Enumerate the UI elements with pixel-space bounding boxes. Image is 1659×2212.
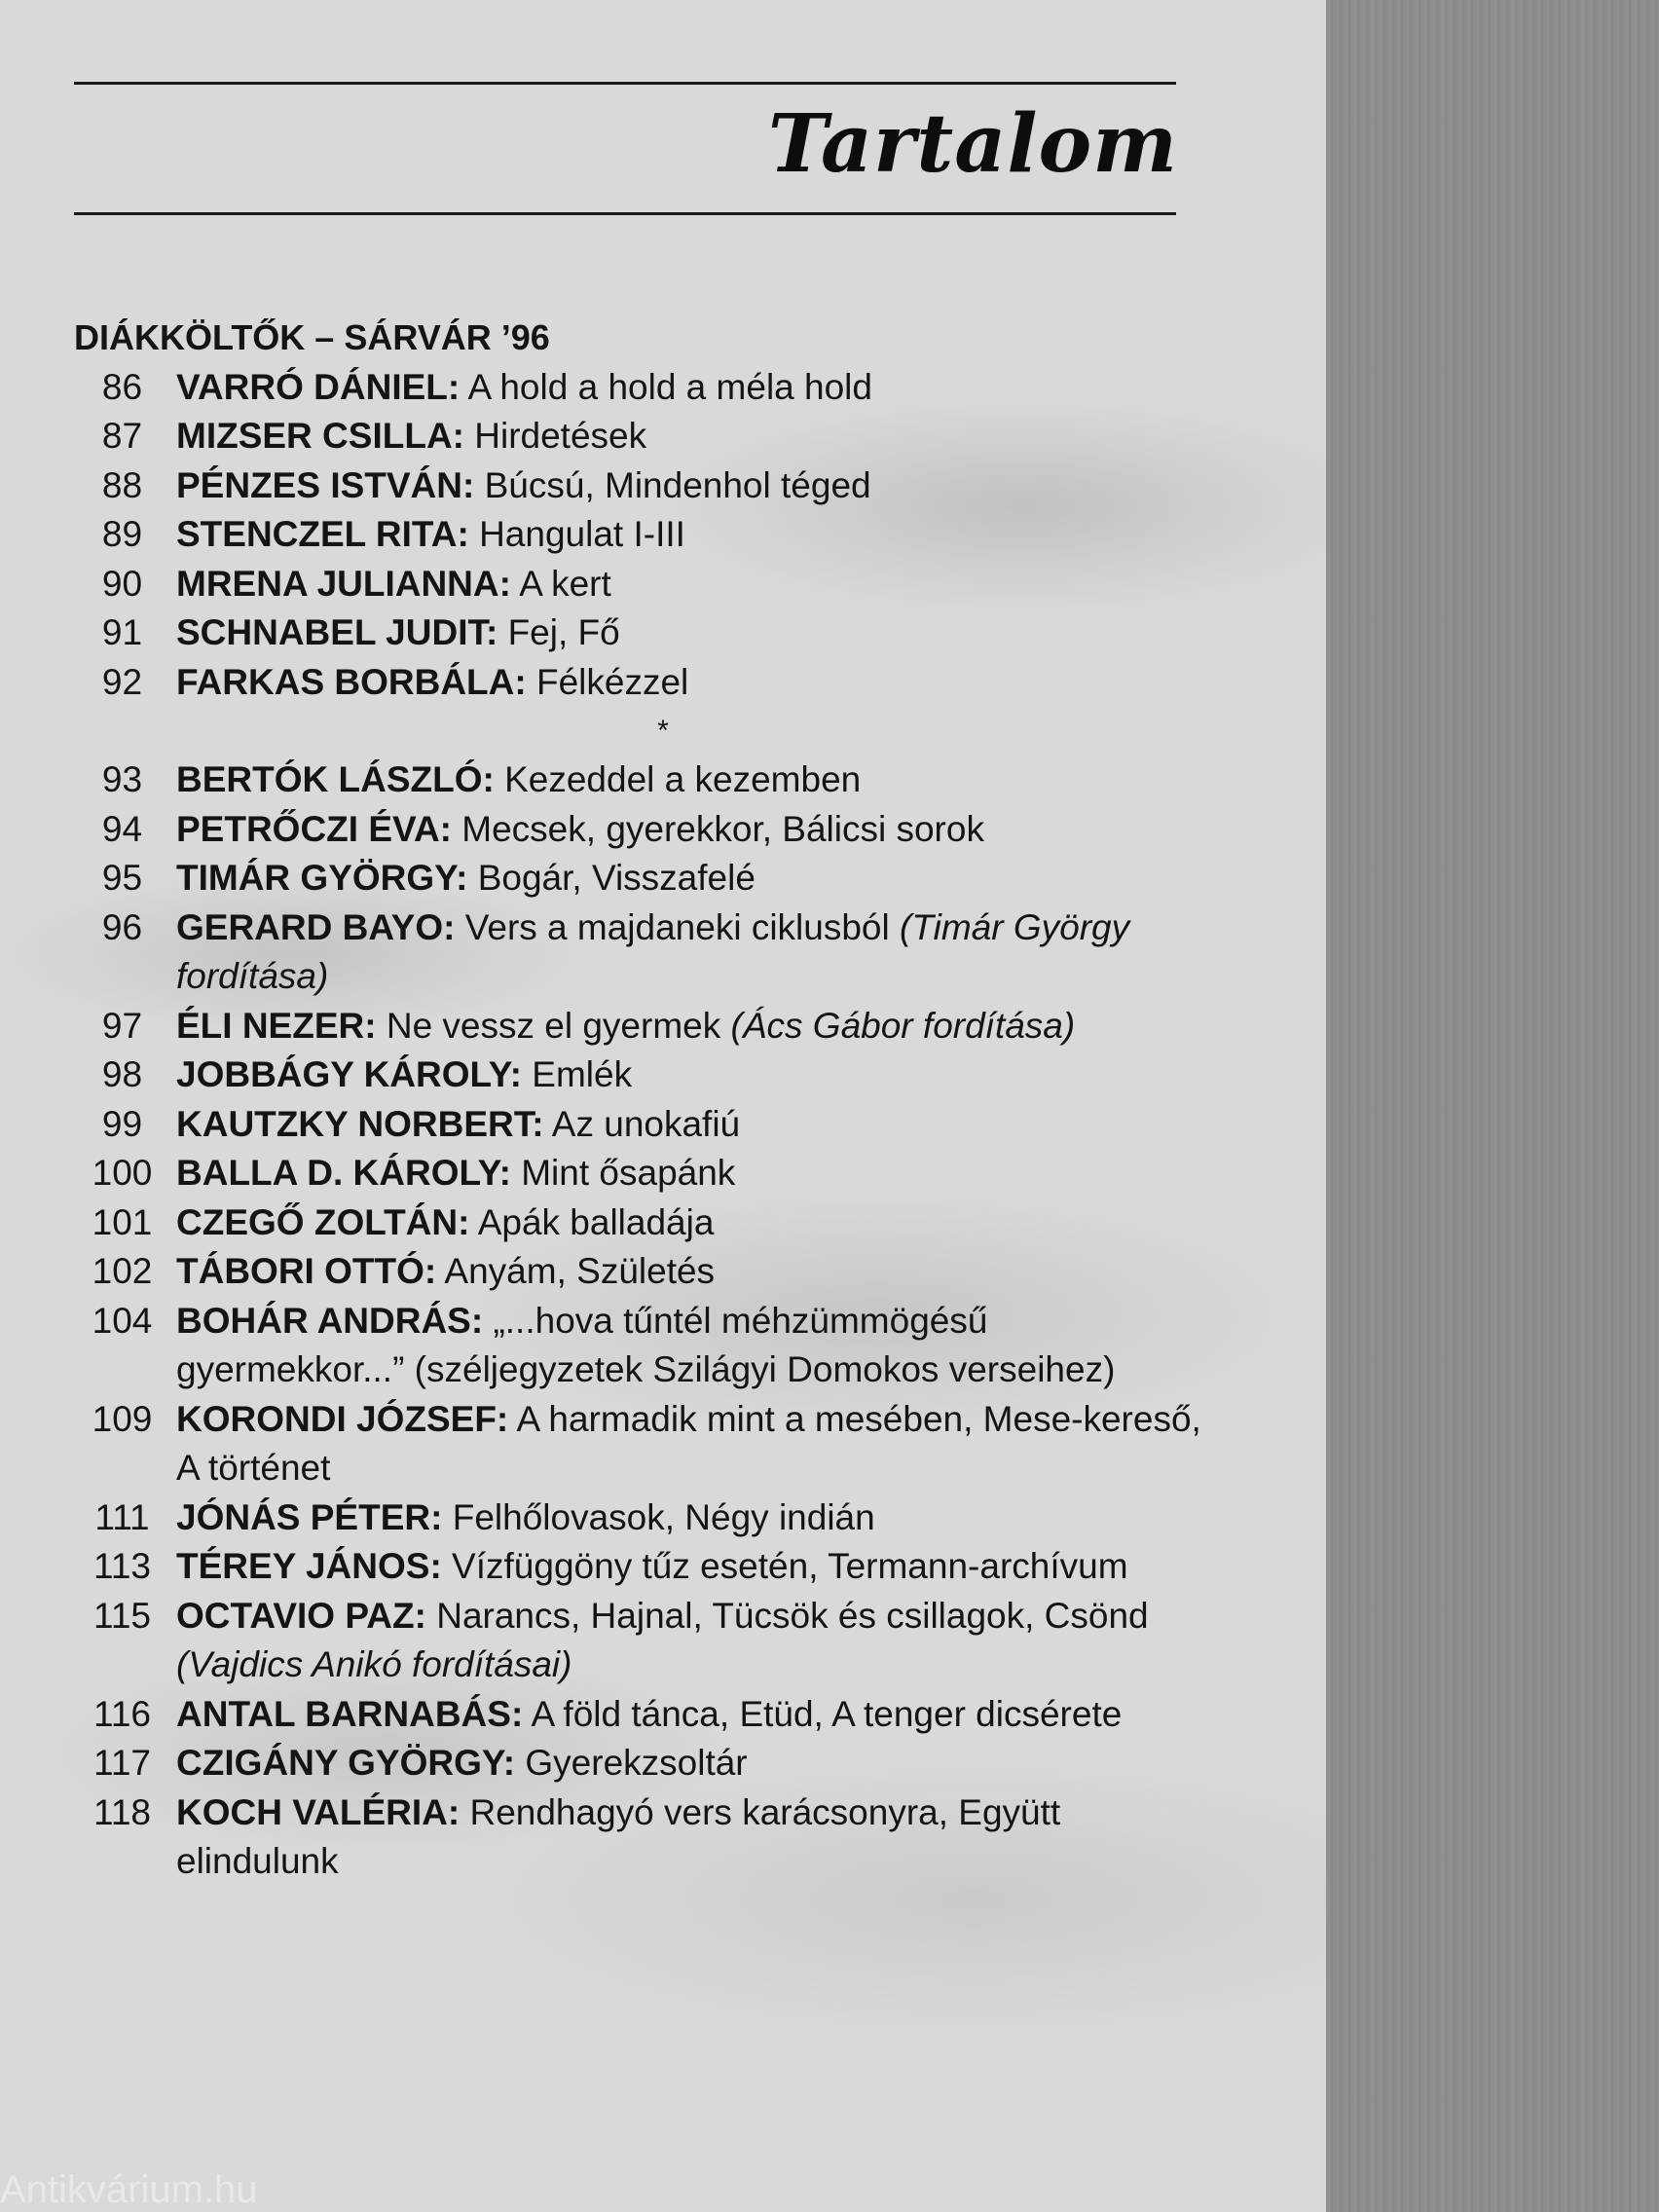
entry-title: Mecsek, gyerekkor, Bálicsi sorok xyxy=(452,808,984,849)
toc-entry xyxy=(74,1051,1223,1100)
toc-entry xyxy=(74,1788,1223,1887)
toc-entry xyxy=(74,854,1223,903)
separator-asterisk: * xyxy=(657,715,669,747)
entry-title: Fej, Fő xyxy=(498,612,620,652)
entry-author: GERARD BAYO: xyxy=(176,906,456,947)
page-title: Tartalom xyxy=(767,97,1178,191)
toc-entry xyxy=(74,1739,1223,1788)
entry-list-a xyxy=(74,363,1223,708)
entry-title: Anyám, Születés xyxy=(436,1251,716,1291)
toc-entry xyxy=(74,412,1223,461)
entry-text xyxy=(176,461,1223,511)
toc-entry xyxy=(74,1592,1223,1690)
entry-page-number: 101 xyxy=(92,1201,153,1242)
entry-text xyxy=(176,1002,1223,1051)
entry-title: A harmadik mint a mesében, Mese-kereső, A történet xyxy=(176,1398,1201,1488)
entry-text xyxy=(176,1297,1223,1395)
entry-page-number: 95 xyxy=(101,858,143,898)
entry-text xyxy=(176,1247,1223,1297)
entry-page-number: 97 xyxy=(101,1005,143,1046)
entry-text xyxy=(176,1592,1223,1690)
entry-author: JÓNÁS PÉTER: xyxy=(176,1496,443,1537)
toc-entry xyxy=(74,658,1223,708)
entry-author: PETRŐCZI ÉVA: xyxy=(176,808,452,849)
entry-title: Hirdetések xyxy=(463,416,647,456)
toc-entry xyxy=(74,1198,1223,1248)
entry-text xyxy=(176,756,1223,805)
entry-author: STENCZEL RITA: xyxy=(176,514,469,554)
entry-title: Narancs, Hajnal, Tücsök és csillagok, Csönd xyxy=(425,1595,1149,1636)
toc-entry xyxy=(74,510,1223,560)
entry-text xyxy=(176,903,1223,1002)
table-of-contents xyxy=(74,313,1223,1887)
watermark: Antikvárium.hu xyxy=(0,2168,258,2211)
entry-page-number: 102 xyxy=(92,1251,153,1291)
entry-author: MIZSER CSILLA: xyxy=(176,416,464,456)
entry-translator: (Timár György fordítása) xyxy=(176,906,1130,996)
toc-entry xyxy=(74,608,1223,658)
entry-page-number: 87 xyxy=(101,416,143,456)
entry-title: Emlék xyxy=(522,1054,633,1094)
entry-page-number: 113 xyxy=(93,1546,151,1586)
entry-author: BALLA D. KÁROLY: xyxy=(176,1153,511,1193)
toc-entry xyxy=(74,1100,1223,1150)
entry-author: FARKAS BORBÁLA: xyxy=(176,661,527,702)
entry-page-number: 115 xyxy=(93,1595,151,1636)
entry-author: VARRÓ DÁNIEL: xyxy=(176,366,461,407)
entry-text xyxy=(176,1788,1223,1887)
entry-page-number: 109 xyxy=(92,1398,153,1439)
entry-text xyxy=(176,1198,1223,1248)
bottom-rule xyxy=(74,212,1176,215)
entry-text xyxy=(176,1051,1223,1100)
entry-title: Vízfüggöny tűz esetén, Termann-archívum xyxy=(441,1546,1128,1586)
entry-page-number: 94 xyxy=(101,808,143,849)
entry-title: Ne vessz el gyermek xyxy=(376,1005,731,1046)
entry-author: KOCH VALÉRIA: xyxy=(176,1791,461,1832)
entry-text xyxy=(176,658,1223,708)
entry-text xyxy=(176,1149,1223,1198)
toc-entry xyxy=(74,756,1223,805)
entry-page-number: 117 xyxy=(93,1743,151,1783)
entry-text xyxy=(176,412,1223,461)
entry-page-number: 91 xyxy=(101,612,143,652)
toc-entry xyxy=(74,1690,1223,1740)
entry-title: Az unokafiú xyxy=(543,1103,741,1144)
background-panel xyxy=(1326,0,1659,2212)
entry-text xyxy=(176,608,1223,658)
entry-page-number: 100 xyxy=(92,1153,153,1193)
toc-entry xyxy=(74,1149,1223,1198)
entry-author: TÁBORI OTTÓ: xyxy=(176,1251,437,1291)
entry-title: Bogár, Visszafelé xyxy=(467,858,756,898)
toc-entry xyxy=(74,560,1223,609)
entry-text xyxy=(176,560,1223,609)
entry-page-number: 96 xyxy=(101,906,143,947)
entry-page-number: 88 xyxy=(101,464,143,505)
toc-entry xyxy=(74,805,1223,855)
entry-author: CZEGŐ ZOLTÁN: xyxy=(176,1201,470,1242)
entry-author: MRENA JULIANNA: xyxy=(176,563,511,604)
entry-title: Búcsú, Mindenhol téged xyxy=(474,464,871,505)
entry-translator: (Vajdics Anikó fordításai) xyxy=(176,1644,572,1684)
entry-text xyxy=(176,1493,1223,1543)
toc-entry xyxy=(74,1247,1223,1297)
entry-author: BERTÓK LÁSZLÓ: xyxy=(176,759,495,799)
entry-page-number: 111 xyxy=(94,1496,150,1537)
entry-author: OCTAVIO PAZ: xyxy=(176,1595,426,1636)
entry-title: A föld tánca, Etüd, A tenger dicsérete xyxy=(523,1693,1123,1734)
toc-entry xyxy=(74,461,1223,511)
entry-title: „...hova tűntél méhzümmögésű gyermekkor...” (széljegyzetek Szilágyi Domokos verseihez) xyxy=(176,1300,1116,1389)
entry-page-number: 99 xyxy=(101,1103,143,1144)
entry-page-number: 92 xyxy=(101,661,143,702)
entry-page-number: 86 xyxy=(101,366,143,407)
entry-title: Felhőlovasok, Négy indián xyxy=(442,1496,875,1537)
entry-title: Félkézzel xyxy=(526,661,689,702)
entry-title: Gyerekzsoltár xyxy=(515,1743,748,1783)
entry-page-number: 116 xyxy=(93,1693,151,1734)
entry-author: KAUTZKY NORBERT: xyxy=(176,1103,544,1144)
entry-text xyxy=(176,1395,1223,1493)
entry-author: BOHÁR ANDRÁS: xyxy=(176,1300,484,1341)
entry-title: Rendhagyó vers karácsonyra, Együtt elindulunk xyxy=(176,1791,1061,1881)
entry-author: ANTAL BARNABÁS: xyxy=(176,1693,524,1734)
toc-entry xyxy=(74,1542,1223,1592)
entry-page-number: 104 xyxy=(92,1300,153,1341)
entry-author: PÉNZES ISTVÁN: xyxy=(176,464,475,505)
entry-text xyxy=(176,854,1223,903)
entry-title: A kert xyxy=(510,563,611,604)
top-rule xyxy=(74,82,1176,85)
entry-title: Vers a majdaneki ciklusból xyxy=(455,906,901,947)
entry-title: Mint ősapánk xyxy=(510,1153,736,1193)
entry-page-number: 89 xyxy=(101,514,143,554)
entry-author: SCHNABEL JUDIT: xyxy=(176,612,498,652)
entry-author: TÉREY JÁNOS: xyxy=(176,1546,442,1586)
entry-title: Apák balladája xyxy=(469,1201,715,1242)
entry-author: JOBBÁGY KÁROLY: xyxy=(176,1054,522,1094)
entry-translator: (Ács Gábor fordítása) xyxy=(730,1005,1076,1046)
entry-page-number: 98 xyxy=(101,1054,143,1094)
toc-entry xyxy=(74,1297,1223,1395)
toc-entry xyxy=(74,1395,1223,1493)
toc-entry xyxy=(74,1002,1223,1051)
entry-title: A hold a hold a méla hold xyxy=(460,366,872,407)
entry-page-number: 118 xyxy=(93,1791,151,1832)
entry-text xyxy=(176,1542,1223,1592)
entry-author: TIMÁR GYÖRGY: xyxy=(176,858,468,898)
toc-entry xyxy=(74,1493,1223,1543)
entry-author: KORONDI JÓZSEF: xyxy=(176,1398,509,1439)
entry-text xyxy=(176,1100,1223,1150)
entry-author: CZIGÁNY GYÖRGY: xyxy=(176,1743,516,1783)
entry-page-number: 90 xyxy=(101,563,143,604)
entry-list-b xyxy=(74,756,1223,1887)
entry-text xyxy=(176,363,1223,413)
entry-title: Hangulat I-III xyxy=(468,514,685,554)
entry-text xyxy=(176,510,1223,560)
entry-text xyxy=(176,805,1223,855)
section-title: DIÁKKÖLTŐK – SÁRVÁR ’96 xyxy=(74,317,550,357)
entry-text xyxy=(176,1690,1223,1740)
entry-page-number: 93 xyxy=(101,759,143,799)
entry-text xyxy=(176,1739,1223,1788)
entry-author: ÉLI NEZER: xyxy=(176,1005,377,1046)
toc-entry xyxy=(74,363,1223,413)
entry-title: Kezeddel a kezemben xyxy=(494,759,862,799)
toc-entry xyxy=(74,903,1223,1002)
